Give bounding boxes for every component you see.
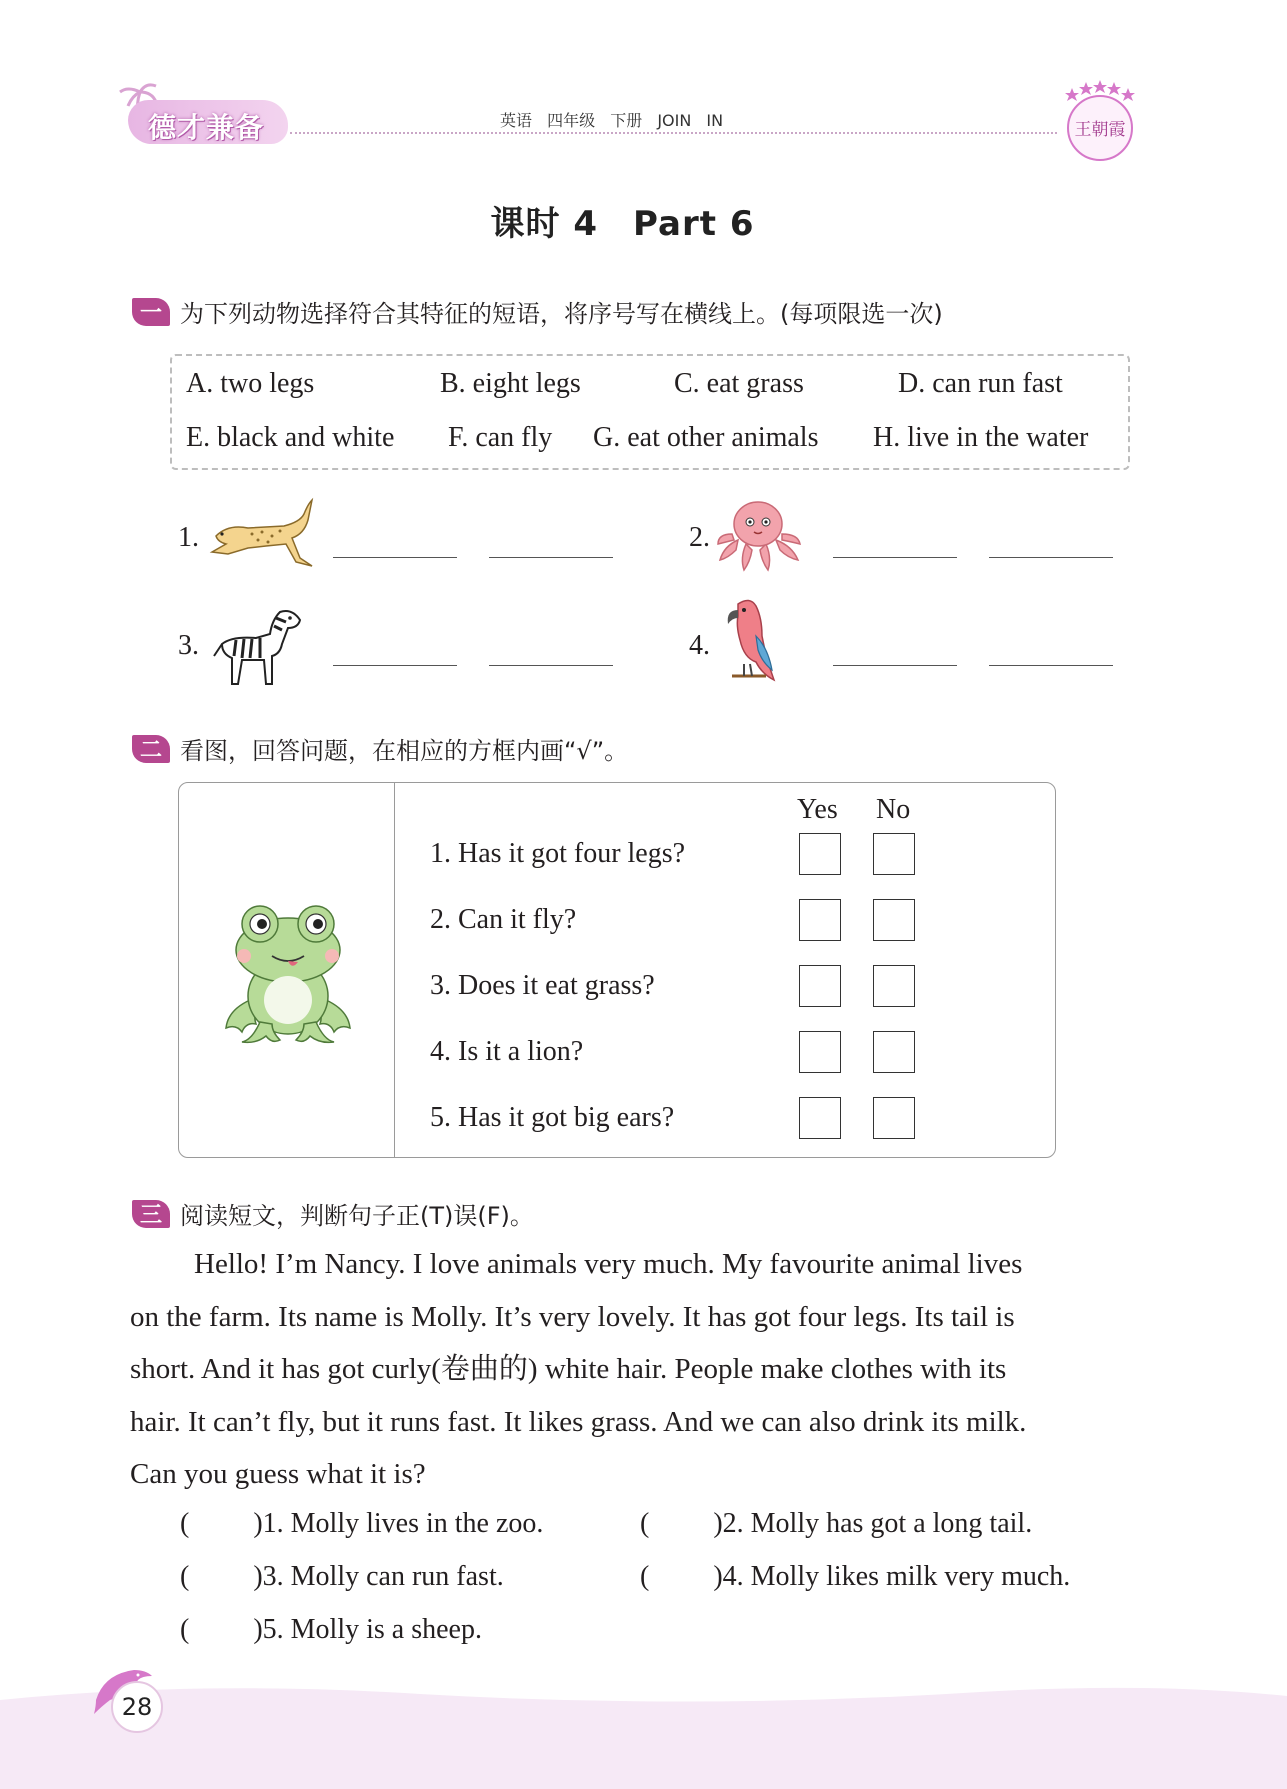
- option-h: H. live in the water: [873, 422, 1089, 453]
- lesson-title: 课时 4 Part 6: [490, 204, 755, 244]
- reading-passage: [130, 1238, 1128, 1501]
- no-column-header: No: [876, 794, 911, 825]
- header-meta: [500, 108, 723, 131]
- header-divider: [290, 132, 1057, 134]
- section-1-heading: [132, 294, 943, 329]
- section-1-number: 一: [132, 298, 170, 326]
- yes-column-header: Yes: [797, 794, 838, 825]
- logo-text: 德才兼备: [148, 111, 265, 144]
- option-c: C. eat grass: [674, 368, 804, 399]
- section-3-number: 三: [132, 1200, 170, 1228]
- passage-line-3: short. And it has got curly(卷曲的) white hair. People make clothes with its: [130, 1353, 1007, 1385]
- passage-line-1: Hello! I’m Nancy. I love animals very much. My favourite animal lives: [194, 1248, 1023, 1280]
- question-1: 1. Has it got four legs?: [430, 838, 686, 869]
- question-4: 4. Is it a lion?: [430, 1036, 584, 1067]
- item-3-number: 3.: [178, 630, 199, 661]
- item-4-blank-2[interactable]: [989, 665, 1113, 666]
- cheetah-icon: [208, 496, 320, 576]
- question-3: 3. Does it eat grass?: [430, 970, 655, 1001]
- section-1-instruction: 为下列动物选择符合其特征的短语，将序号写在横线上。(每项限选一次): [180, 300, 943, 328]
- item-1-blank-1[interactable]: [333, 557, 457, 558]
- parrot-icon: [716, 596, 782, 694]
- item-3-blank-1[interactable]: [333, 665, 457, 666]
- zebra-icon: [208, 604, 304, 690]
- section-2-heading: [132, 731, 628, 766]
- passage-line-2: on the farm. Its name is Molly. It’s very lovely. It has got four legs. Its tail is: [130, 1300, 1015, 1333]
- statement-2: ( )2. Molly has got a long tail.: [640, 1508, 1033, 1539]
- question-5-no-checkbox[interactable]: [873, 1097, 915, 1139]
- option-f: F. can fly: [448, 422, 553, 453]
- item-2-number: 2.: [689, 522, 710, 553]
- frog-icon: [222, 900, 354, 1046]
- badge-text: 王朝霞: [1074, 120, 1126, 140]
- item-4-number: 4.: [689, 630, 710, 661]
- page-number: 28: [111, 1681, 163, 1733]
- passage-line-4: hair. It can’t fly, but it runs fast. It likes grass. And we can also drink its milk.: [130, 1405, 1027, 1438]
- item-1-number: 1.: [178, 522, 199, 553]
- option-e: E. black and white: [186, 422, 395, 453]
- option-b: B. eight legs: [440, 368, 581, 399]
- question-2: 2. Can it fly?: [430, 904, 577, 935]
- question-3-yes-checkbox[interactable]: [799, 965, 841, 1007]
- item-1-blank-2[interactable]: [489, 557, 613, 558]
- option-g: G. eat other animals: [593, 422, 819, 453]
- subject: 英语: [500, 111, 533, 130]
- question-4-yes-checkbox[interactable]: [799, 1031, 841, 1073]
- statement-4: ( )4. Molly likes milk very much.: [640, 1561, 1071, 1592]
- item-2-blank-1[interactable]: [833, 557, 957, 558]
- section-3-heading: [132, 1196, 534, 1231]
- section-2-number: 二: [132, 735, 170, 763]
- passage-line-5: Can you guess what it is?: [130, 1458, 426, 1490]
- option-a: A. two legs: [186, 368, 315, 399]
- item-3-blank-2[interactable]: [489, 665, 613, 666]
- grade: 四年级: [547, 111, 596, 130]
- question-5-yes-checkbox[interactable]: [799, 1097, 841, 1139]
- section-2-instruction: 看图，回答问题，在相应的方框内画“√”。: [180, 737, 629, 765]
- option-d: D. can run fast: [898, 368, 1063, 399]
- question-2-yes-checkbox[interactable]: [799, 899, 841, 941]
- statement-1: ( )1. Molly lives in the zoo.: [180, 1508, 544, 1539]
- question-1-yes-checkbox[interactable]: [799, 833, 841, 875]
- question-5: 5. Has it got big ears?: [430, 1102, 675, 1133]
- statement-5: ( )5. Molly is a sheep.: [180, 1614, 482, 1645]
- question-3-no-checkbox[interactable]: [873, 965, 915, 1007]
- section-3-instruction: 阅读短文，判断句子正(T)误(F)。: [180, 1202, 534, 1230]
- statement-3: ( )3. Molly can run fast.: [180, 1561, 504, 1592]
- item-2-blank-2[interactable]: [989, 557, 1113, 558]
- item-4-blank-1[interactable]: [833, 665, 957, 666]
- publisher-badge-icon: [1060, 78, 1140, 164]
- question-1-no-checkbox[interactable]: [873, 833, 915, 875]
- question-2-no-checkbox[interactable]: [873, 899, 915, 941]
- octopus-icon: [716, 500, 802, 572]
- question-4-no-checkbox[interactable]: [873, 1031, 915, 1073]
- series: JOIN IN: [657, 111, 724, 130]
- brand-logo: [118, 80, 298, 150]
- footer-wave: [0, 1680, 1287, 1789]
- table-divider: [394, 782, 395, 1158]
- volume: 下册: [610, 111, 643, 130]
